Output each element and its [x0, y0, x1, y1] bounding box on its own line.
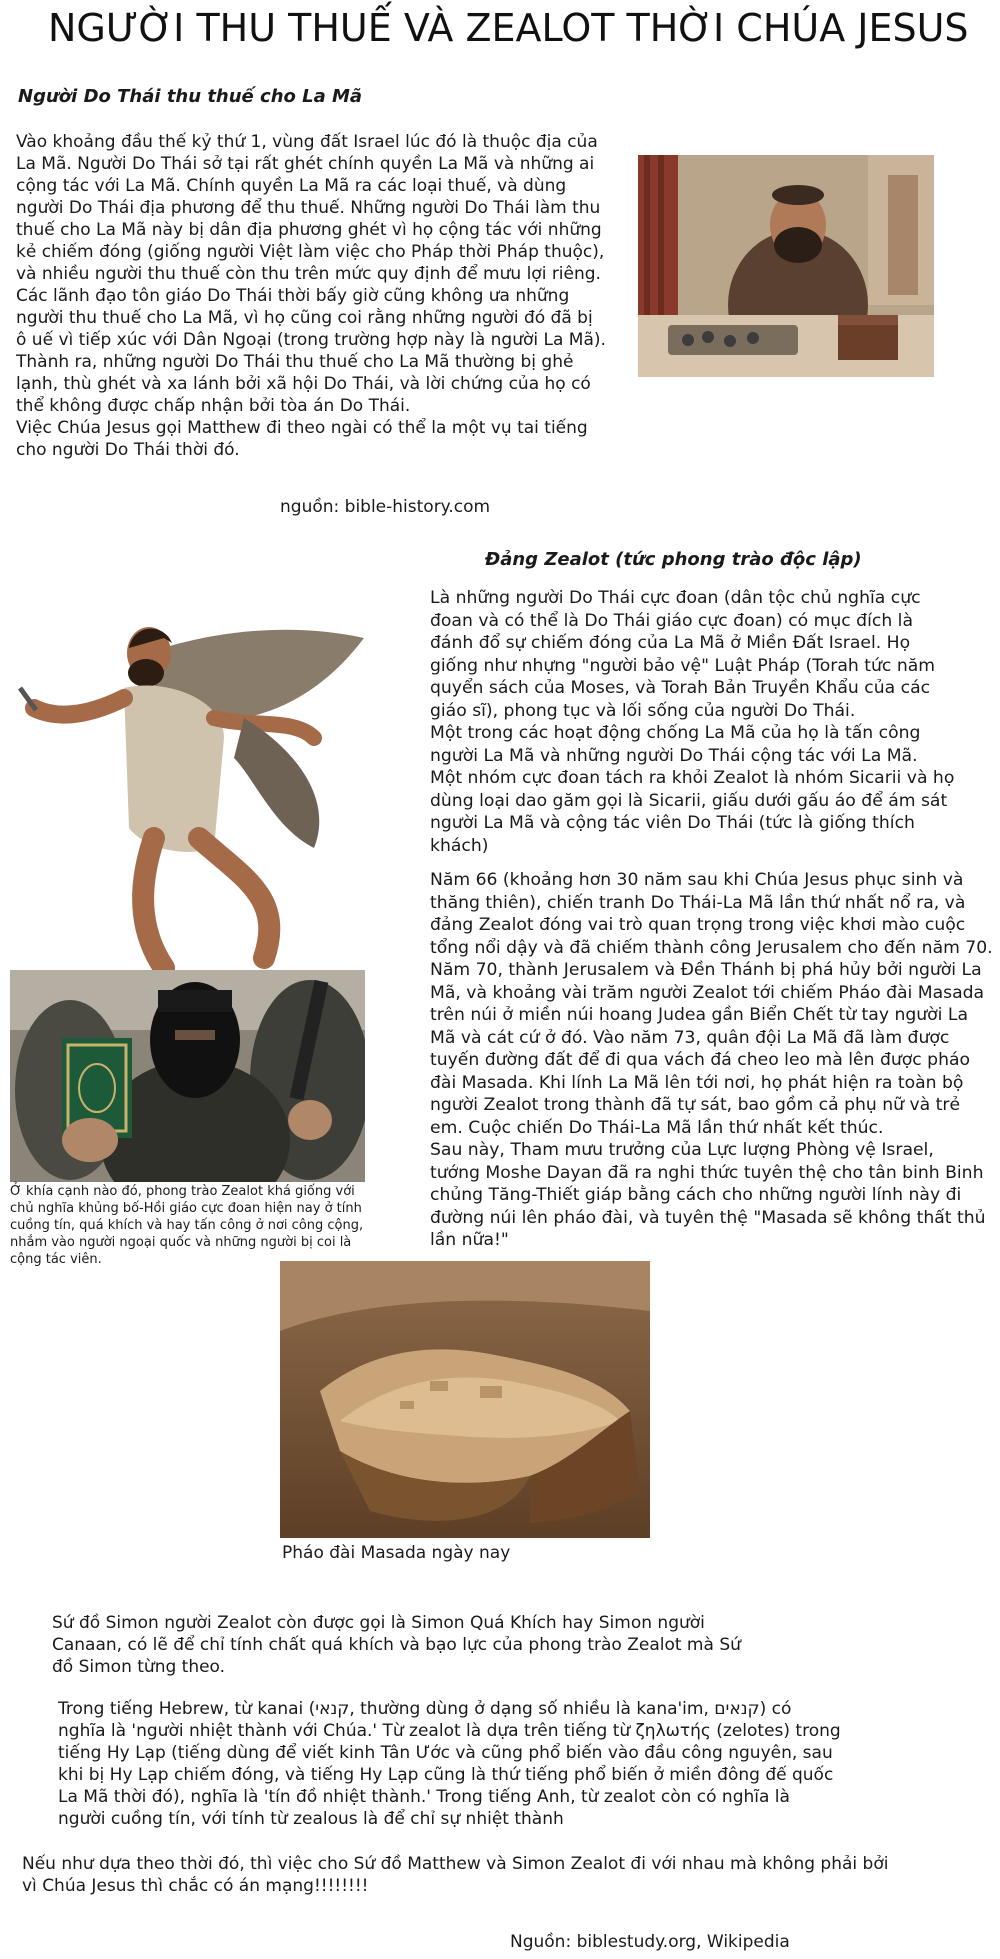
text-line: đài Masada. Khi lính La Mã lên tới nơi, họ phát hiện ra toàn bộ: [430, 1072, 964, 1093]
tax-collector-paragraph: [16, 131, 636, 461]
text-line: Là những người Do Thái cực đoan (dân tộc chủ nghĩa cực: [430, 588, 921, 608]
text-line: quyển sách của Moses, và Torah Bản Truyền Khẩu của các: [430, 678, 931, 698]
text-line: vì Chúa Jesus thì chắc có án mạng!!!!!!!!: [22, 1876, 369, 1896]
text-line: đồ Simon từng theo.: [52, 1657, 226, 1677]
text-line: giống như nhựng "người bảo vệ" Luật Pháp (Torah tức năm: [430, 655, 935, 676]
text-line: và nhiều người thu thuế còn thu trên mức quy định để mưu lợi riêng.: [16, 264, 601, 284]
text-line: tiếng Hy Lạp (tiếng dùng để viết kinh Tân Ước và cũng phổ biến vào đầu công nguyên, sau: [58, 1743, 833, 1763]
text-line: Canaan, có lẽ để chỉ tính chất quá khích và bạo lực của phong trào Zealot mà Sứ: [52, 1635, 741, 1655]
text-line: tướng Moshe Dayan đã ra nghi thức tuyên thệ cho tân binh Binh: [430, 1162, 984, 1183]
militant-caption: [10, 1183, 370, 1268]
text-line: khi bị Hy Lạp chiếm đóng, và tiếng Hy Lạp cũng là thứ tiếng phổ biến ở miền đông đế quốc: [58, 1765, 834, 1785]
text-line: đánh đổ sự chiếm đóng của La Mã ở Miền Đất Israel. Họ: [430, 633, 911, 653]
zealot-paragraph-2: [430, 869, 995, 1252]
source-bible-history: nguồn: bible-history.com: [280, 497, 491, 517]
text-line: giáo sĩ), phong tục và lối sống của người Do Thái.: [430, 700, 856, 721]
text-line: Trong tiếng Hebrew, từ kanai (קנאי, thường dùng ở dạng số nhiều là kana'im, קנאים) có: [58, 1699, 792, 1719]
text-line: cho người Do Thái thời đó.: [16, 440, 240, 460]
text-line: nghĩa là 'người nhiệt thành với Chúa.' Từ zealot là dựa trên tiếng từ ζηλωτής (zelotes) trong: [58, 1721, 841, 1741]
text-line: người cuồng tín, với tính từ zealous là để chỉ sự nhiệt thành: [58, 1809, 564, 1829]
text-line: Nếu như dựa theo thời đó, thì việc cho Sứ đồ Matthew và Simon Zealot đi với nhau mà không phải bởi: [22, 1854, 889, 1874]
text-line: người La Mã và những người Do Thái cộng tác với La Mã.: [430, 745, 918, 766]
text-line: đường núi lên pháo đài, và tuyên thệ "Masada sẽ không thất thủ: [430, 1207, 986, 1228]
caption-line: chủ nghĩa khủng bố-Hồi giáo cực đoan hiện nay ở tính: [10, 1201, 362, 1216]
text-line: Các lãnh đạo tôn giáo Do Thái thời bấy giờ cũng không ưa những: [16, 286, 570, 306]
text-line: thuế cho La Mã này bị dân địa phương ghét vì họ cộng tác với những: [16, 220, 602, 240]
conclusion-paragraph: [22, 1853, 922, 1897]
text-line: Năm 66 (khoảng hơn 30 năm sau khi Chúa Jesus phục sinh và: [430, 870, 964, 890]
text-line: lần nữa!": [430, 1230, 509, 1250]
text-line: đảng Zealot đóng vai trò quan trọng trong việc khơi mào cuộc: [430, 915, 966, 935]
text-line: tổng nổi dậy và đã chiếm thành công Jerusalem cho đến năm 70.: [430, 937, 993, 958]
text-line: Mã, và khoảng vài trăm người Zealot tới chiếm Pháo đài Masada: [430, 982, 985, 1003]
text-line: Việc Chúa Jesus gọi Matthew đi theo ngài có thể la một vụ tai tiếng: [16, 418, 588, 438]
text-line: Năm 70, thành Jerusalem và Đền Thánh bị phá hủy bởi người La: [430, 960, 982, 980]
tax-collector-image: [638, 155, 934, 377]
tax-collector-heading: Người Do Thái thu thuế cho La Mã: [18, 86, 363, 107]
zealot-paragraph-1: [430, 587, 990, 857]
text-line: Thành ra, những người Do Thái thu thuế cho La Mã thường bị ghẻ: [16, 352, 574, 372]
simon-paragraph: [52, 1612, 752, 1678]
hebrew-paragraph: [58, 1698, 841, 1830]
text-line: La Mã. Người Do Thái sở tại rất ghét chính quyền La Mã và những ai: [16, 154, 595, 174]
zealot-runner-image: [14, 598, 370, 982]
caption-line: cộng tác viên.: [10, 1252, 102, 1267]
text-line: Sứ đồ Simon người Zealot còn được gọi là Simon Quá Khích hay Simon người: [52, 1613, 705, 1633]
text-line: ô uế vì tiếp xúc với Dân Ngoại (trong trường hợp này là người La Mã).: [16, 330, 606, 350]
page-title: NGƯỜI THU THUẾ VÀ ZEALOT THỜI CHÚA JESUS: [48, 6, 969, 50]
text-line: kẻ chiếm đóng (giống người Việt làm việc cho Pháp thời Pháp thuộc),: [16, 242, 605, 262]
text-line: dùng loại dao găm gọi là Sicarii, giấu dưới gấu áo để ám sát: [430, 790, 948, 811]
text-line: Sau này, Tham mưu trưởng của Lực lượng Phòng vệ Israel,: [430, 1140, 934, 1160]
caption-line: nhắm vào người ngoại quốc và những người bị coi là: [10, 1235, 352, 1250]
source-biblestudy-wikipedia: Nguồn: biblestudy.org, Wikipedia: [510, 1932, 790, 1952]
text-line: lạnh, thù ghét và xa lánh bởi xã hội Do Thái, và lời chứng của họ có: [16, 374, 591, 394]
caption-line: Ở khía cạnh nào đó, phong trào Zealot khá giống với: [10, 1184, 355, 1199]
text-line: Một trong các hoạt động chống La Mã của họ là tấn công: [430, 723, 921, 743]
text-line: khách): [430, 835, 489, 856]
text-line: người Zealot trong thành đã tự sát, bao gồm cả phụ nữ và trẻ: [430, 1095, 961, 1115]
text-line: La Mã thời đó), nghĩa là 'tín đồ nhiệt thành.' Trong tiếng Anh, từ zealot còn có nghĩa là: [58, 1787, 790, 1807]
text-line: Vào khoảng đầu thế kỷ thứ 1, vùng đất Israel lúc đó là thuộc địa của: [16, 132, 598, 152]
text-line: cộng tác với La Mã. Chính quyền La Mã ra các loại thuế, và dùng: [16, 176, 567, 196]
text-line: người thu thuế cho La Mã, vì họ cũng coi rằng những người đó đã bị: [16, 308, 593, 328]
masada-image: [280, 1261, 650, 1538]
text-line: tuyến đường đất để đi qua vách đá cheo leo mà lên được pháo: [430, 1050, 971, 1070]
text-line: người Do Thái địa phương để thu thuế. Những người Do Thái làm thu: [16, 198, 601, 218]
text-line: Mã và cát cứ ở đó. Vào năm 73, quân đội La Mã đã làm được: [430, 1027, 950, 1048]
text-line: đoan và có thể là Do Thái giáo cực đoan) có mục đích là: [430, 610, 913, 631]
caption-line: cuồng tín, quá khích và hay tấn công ở nơi công cộng,: [10, 1218, 364, 1233]
militant-image: [10, 970, 365, 1182]
text-line: thể không được chấp nhận bởi tòa án Do Thái.: [16, 396, 411, 416]
text-line: trên núi ở miền núi hoang Judea gần Biển Chết từ tay người La: [430, 1005, 969, 1025]
text-line: thăng thiên), chiến tranh Do Thái-La Mã lần thứ nhất nổ ra, và: [430, 892, 966, 913]
text-line: Một nhóm cực đoan tách ra khỏi Zealot là nhóm Sicarii và họ: [430, 768, 955, 788]
masada-caption: Pháo đài Masada ngày nay: [282, 1543, 511, 1563]
text-line: người La Mã và cộng tác viên Do Thái (tức là giống thích: [430, 813, 915, 833]
text-line: chủng Tăng-Thiết giáp bằng cách cho những người lính này đi: [430, 1185, 962, 1205]
text-line: em. Cuộc chiến Do Thái-La Mã lần thứ nhất kết thúc.: [430, 1117, 884, 1138]
zealot-heading: Đảng Zealot (tức phong trào độc lập): [485, 549, 862, 570]
